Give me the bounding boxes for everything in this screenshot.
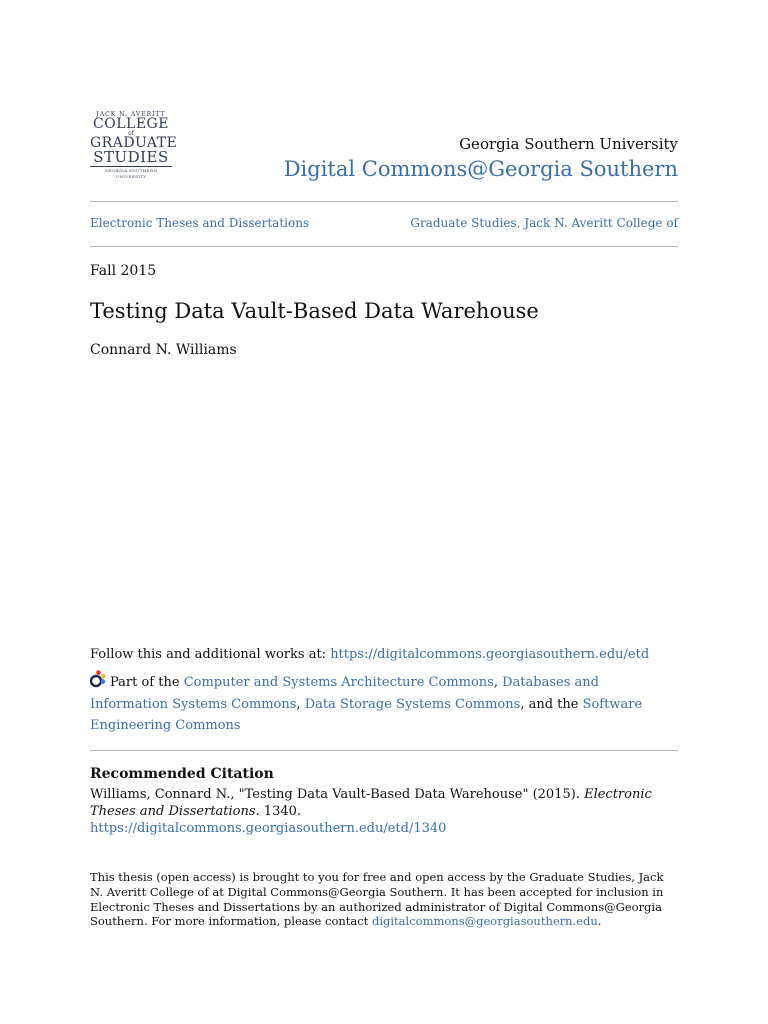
logo-line-6: GEORGIA SOUTHERN UNIVERSITY (90, 166, 172, 180)
citation-series: Electronic Theses and Dissertations (90, 787, 652, 819)
access-notice (90, 870, 678, 929)
citation-text (90, 786, 678, 820)
separator: , (493, 675, 503, 690)
citation-url-link[interactable]: https://digitalcommons.georgiasouthern.edu/etd/1340 (90, 821, 447, 836)
follow-label: Follow this and additional works at: (90, 647, 331, 662)
university-name: Georgia Southern University (459, 135, 678, 153)
citation-main: Williams, Connard N., "Testing Data Vault-Based Data Warehouse" (2015). (90, 787, 585, 802)
separator: , (296, 696, 305, 712)
citation-number: . 1340. (255, 804, 302, 819)
commons-link-software-engineering[interactable]: Software Engineering Commons (90, 696, 643, 733)
part-of-commons (90, 670, 678, 737)
logo-line-2: COLLEGE (93, 116, 169, 132)
part-of-prefix: Part of the (110, 675, 184, 690)
citation-heading: Recommended Citation (90, 766, 274, 782)
logo-line-4: GRADUATE (90, 135, 178, 151)
publication-date: Fall 2015 (90, 263, 157, 279)
notice-text: This thesis (open access) is brought to you for free and open access by the Graduate Studies, Jack N. Averitt College of at Digital Commons@Georgia Southern. It has been accepted for inclusion in Electronic Theses and Dissertations by an authorized administrator of Digital Commons@Georgia Southern. For more information, please contact (90, 870, 664, 929)
follow-url-link[interactable]: https://digitalcommons.georgiasouthern.edu/etd (330, 647, 650, 662)
author-name: Connard N. Williams (90, 342, 237, 358)
network-icon (90, 670, 108, 688)
separator: , and the (520, 696, 583, 712)
breadcrumb-collection-link[interactable]: Electronic Theses and Dissertations (90, 216, 310, 230)
repository-link[interactable]: Digital Commons@Georgia Southern (283, 157, 678, 181)
logo-line-5: STUDIES (93, 148, 169, 166)
commons-link-architecture[interactable]: Computer and Systems Architecture Commons (183, 675, 494, 690)
divider (90, 750, 678, 751)
commons-link-data-storage[interactable]: Data Storage Systems Commons (304, 696, 521, 712)
breadcrumb-college-link[interactable]: Graduate Studies, Jack N. Averitt College of (410, 216, 678, 230)
divider (90, 246, 678, 247)
college-logo (90, 111, 178, 179)
contact-email-link[interactable]: digitalcommons@georgiasouthern.edu (371, 914, 598, 929)
divider (90, 201, 678, 202)
thesis-title: Testing Data Vault-Based Data Warehouse (90, 299, 539, 323)
notice-end: . (597, 914, 602, 929)
commons-link-databases[interactable]: Databases and Information Systems Commons (90, 675, 599, 712)
logo-line-3: of (128, 130, 134, 137)
logo-line-1: JACK N. AVERITT (96, 111, 166, 118)
follow-line (90, 647, 649, 662)
